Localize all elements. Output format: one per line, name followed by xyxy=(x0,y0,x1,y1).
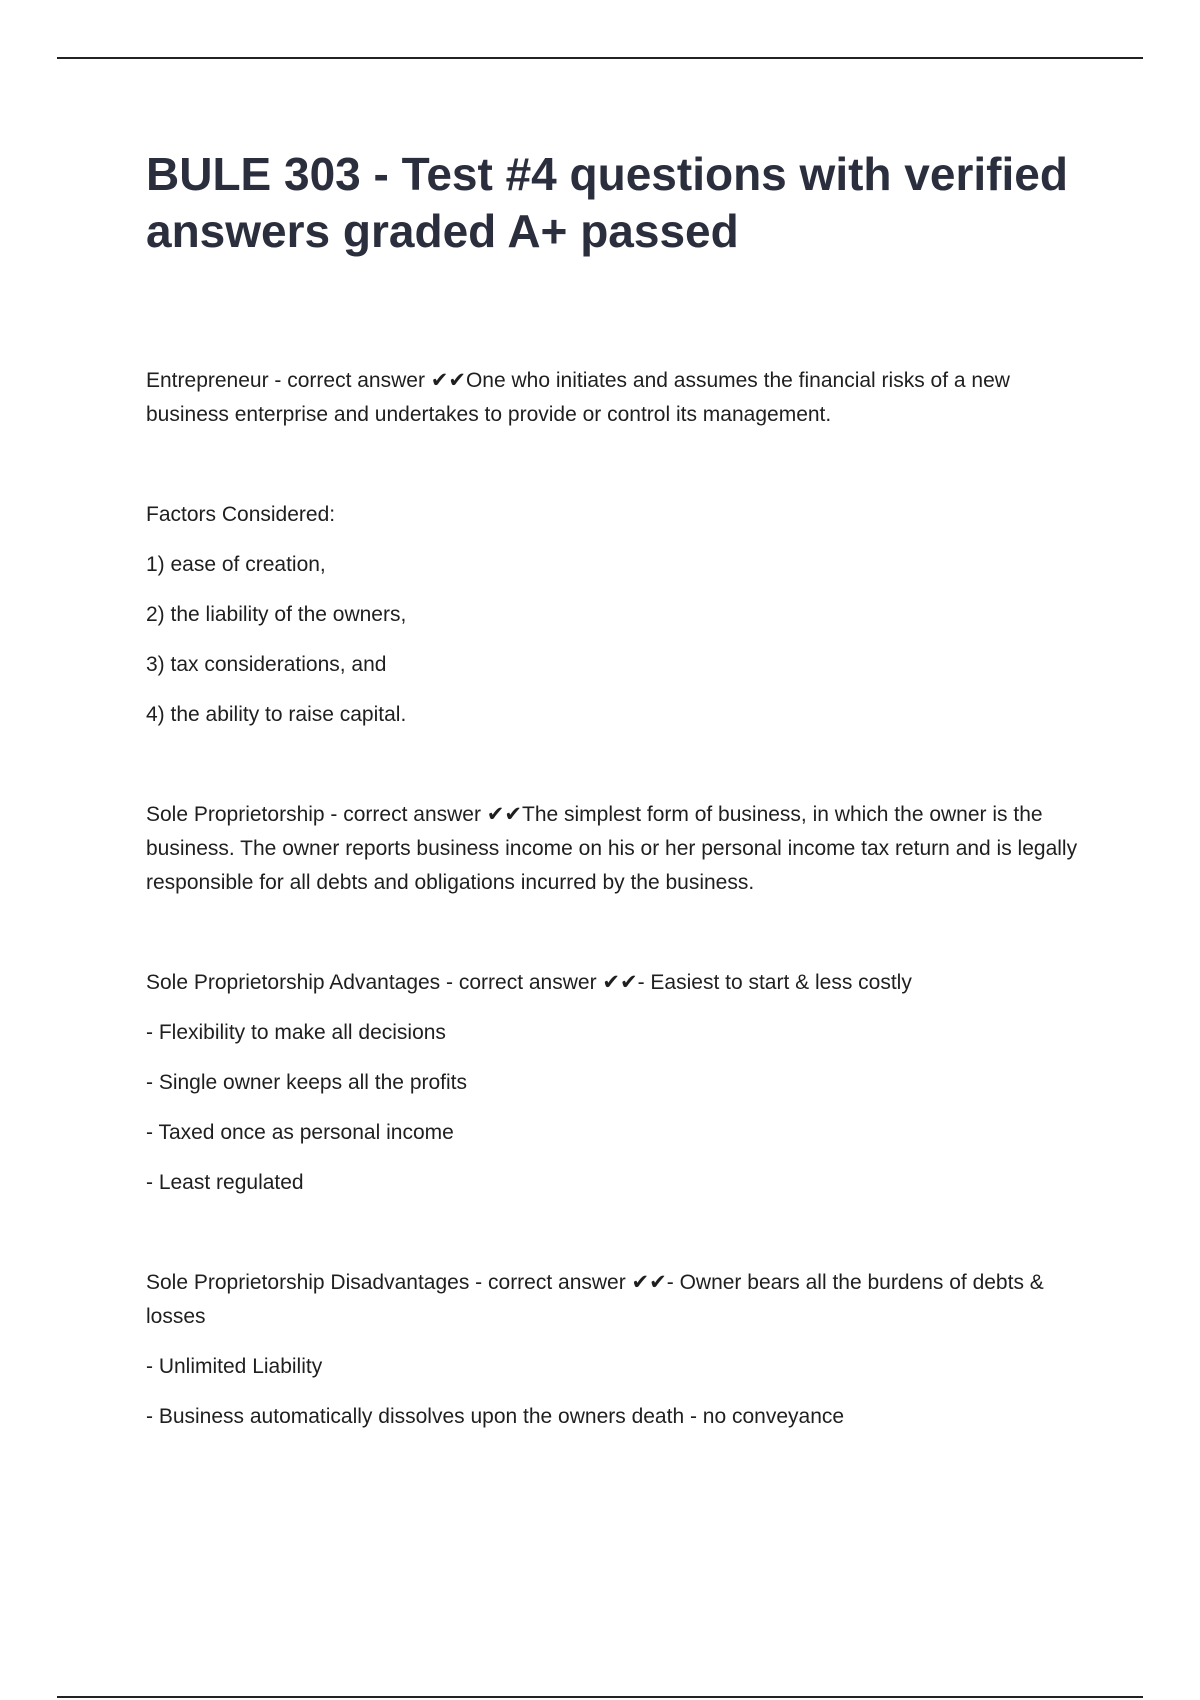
qa-paragraph: - Business automatically dissolves upon the owners death - no conveyance xyxy=(146,1405,845,1428)
qa-blocks xyxy=(146,364,1086,1434)
qa-block-sole-proprietorship xyxy=(146,798,1086,900)
qa-paragraph: - Least regulated xyxy=(146,1171,304,1194)
qa-paragraph: 3) tax considerations, and xyxy=(146,653,387,676)
qa-block-entrepreneur xyxy=(146,364,1086,432)
qa-paragraph: Sole Proprietorship - correct answer ✔✔The simplest form of business, in which the owner is the business. The owner reports business income on his or her personal income tax return and is legally responsible for all debts and obligations incurred by the business. xyxy=(146,803,1078,894)
qa-block-disadvantages xyxy=(146,1266,1086,1434)
qa-paragraph: - Taxed once as personal income xyxy=(146,1121,454,1144)
qa-paragraph: Sole Proprietorship Advantages - correct answer ✔✔- Easiest to start & less costly xyxy=(146,971,912,994)
qa-paragraph: Sole Proprietorship Disadvantages - correct answer ✔✔- Owner bears all the burdens of debts & losses xyxy=(146,1271,1044,1328)
qa-block-advantages xyxy=(146,966,1086,1200)
qa-block-factors xyxy=(146,498,1086,732)
qa-paragraph: Factors Considered: xyxy=(146,503,336,526)
qa-paragraph: - Single owner keeps all the profits xyxy=(146,1071,467,1094)
qa-paragraph: Entrepreneur - correct answer ✔✔One who initiates and assumes the financial risks of a new business enterprise and undertakes to provide or control its management. xyxy=(146,369,1010,426)
qa-paragraph: 4) the ability to raise capital. xyxy=(146,703,407,726)
qa-paragraph: 2) the liability of the owners, xyxy=(146,603,407,626)
qa-paragraph: - Unlimited Liability xyxy=(146,1355,323,1378)
qa-paragraph: - Flexibility to make all decisions xyxy=(146,1021,446,1044)
top-rule xyxy=(57,57,1143,59)
qa-paragraph: 1) ease of creation, xyxy=(146,553,326,576)
bottom-rule xyxy=(57,1696,1143,1698)
document-body xyxy=(146,146,1086,1500)
document-title: BULE 303 - Test #4 questions with verified answers graded A+ passed xyxy=(146,148,1068,257)
